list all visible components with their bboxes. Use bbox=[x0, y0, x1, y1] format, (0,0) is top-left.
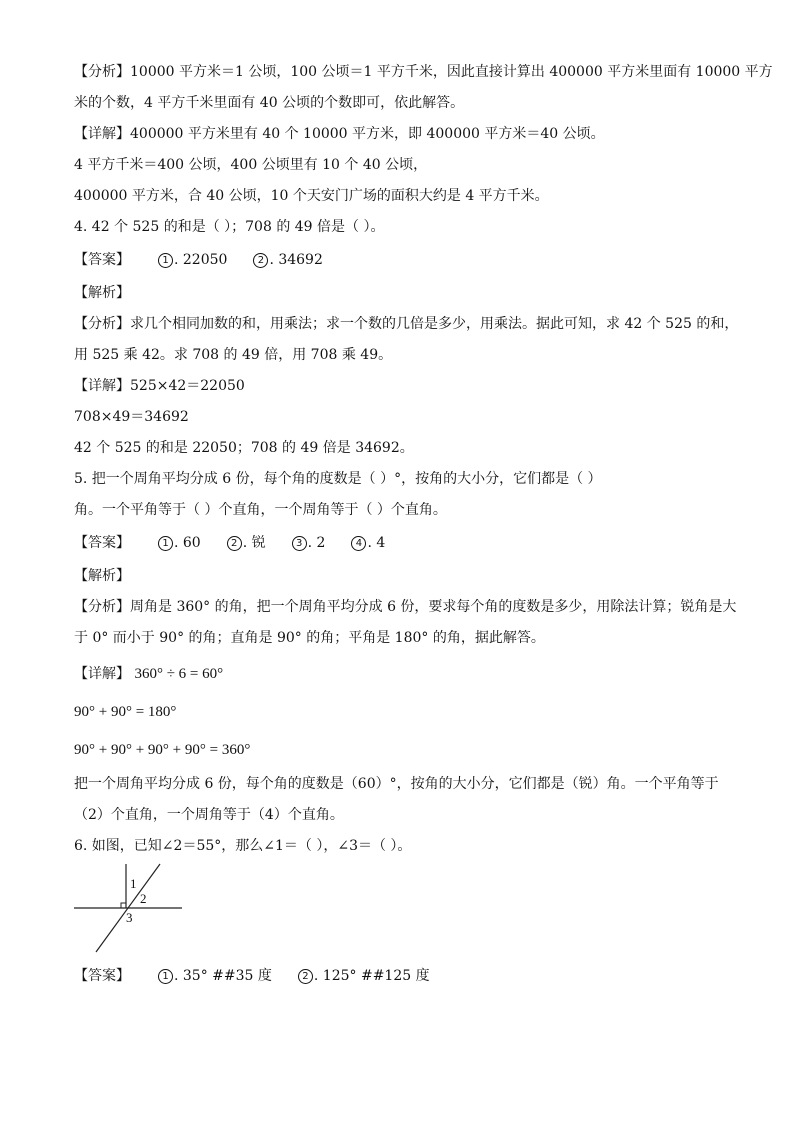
detail-label: 【详解】 bbox=[74, 666, 130, 682]
jiexi-label: 【解析】 bbox=[74, 285, 130, 301]
analysis-text: 用 525 乘 42。求 708 的 49 倍，用 708 乘 49。 bbox=[74, 347, 393, 363]
detail-text: 708×49＝34692 bbox=[74, 409, 189, 425]
formula: 90° + 90° = 180° bbox=[74, 704, 177, 720]
question-5: 5. 把一个周角平均分成 6 份，每个角的度数是（ ）°，按角的大小分，它们都是（ ） bbox=[74, 471, 602, 487]
answer-value: . 2 bbox=[307, 535, 326, 551]
analysis-text: 【分析】10000 平方米＝1 公顷，100 公顷＝1 平方千米，因此直接计算出 400000 平方米里面有 10000 平方 bbox=[74, 64, 773, 80]
answer-value: . 60 bbox=[174, 535, 201, 551]
angle-label-2: 2 bbox=[140, 891, 147, 906]
answer-item bbox=[158, 966, 272, 986]
summary-text: 把一个周角平均分成 6 份，每个角的度数是（60）°，按角的大小分，它们都是（锐）角。一个平角等于 bbox=[74, 776, 719, 792]
question-5: 角。一个平角等于（ ）个直角，一个周角等于（ ）个直角。 bbox=[74, 502, 447, 518]
formula: 90° + 90° + 90° + 90° = 360° bbox=[74, 742, 251, 758]
circled-number: 2 bbox=[253, 253, 268, 268]
answer-row-q4 bbox=[74, 250, 734, 270]
circled-number: 4 bbox=[351, 536, 366, 551]
answer-item bbox=[253, 250, 322, 270]
summary-text: （2）个直角，一个周角等于（4）个直角。 bbox=[74, 807, 344, 823]
detail-text: 4 平方千米＝400 公顷，400 公顷里有 10 个 40 公顷， bbox=[74, 157, 428, 173]
answer-item bbox=[292, 533, 326, 553]
answer-item bbox=[351, 533, 385, 553]
answer-item bbox=[298, 966, 430, 986]
detail-text: 400000 平方米，合 40 公顷，10 个天安门广场的面积大约是 4 平方千米。 bbox=[74, 188, 549, 204]
formula bbox=[74, 702, 734, 722]
answer-tag: 【答案】 bbox=[74, 968, 130, 984]
analysis-text: 【分析】求几个相同加数的和，用乘法；求一个数的几倍是多少，用乘法。据此可知，求 42 个 525 的和， bbox=[74, 316, 739, 332]
circled-number: 1 bbox=[158, 536, 173, 551]
answer-item bbox=[158, 533, 201, 553]
answer-value: . 125° ##125 度 bbox=[313, 968, 430, 984]
answer-row-q5 bbox=[74, 533, 734, 553]
circled-number: 1 bbox=[158, 253, 173, 268]
answer-item bbox=[158, 250, 227, 270]
formula bbox=[74, 740, 734, 760]
question-6: 6. 如图，已知∠2＝55°，那么∠1＝（ ），∠3＝（ ）。 bbox=[74, 838, 412, 854]
angle-figure bbox=[74, 862, 194, 954]
circled-number: 1 bbox=[158, 969, 173, 984]
detail-text: 【详解】525×42＝22050 bbox=[74, 378, 245, 394]
circled-number: 2 bbox=[227, 536, 242, 551]
answer-value: . 22050 bbox=[174, 252, 228, 268]
answer-row-q6 bbox=[74, 966, 734, 986]
answer-tag: 【答案】 bbox=[74, 252, 130, 268]
question-4: 4. 42 个 525 的和是（ ）；708 的 49 倍是（ ）。 bbox=[74, 219, 385, 235]
formula: 360° ÷ 6 = 60° bbox=[134, 666, 224, 682]
angle-label-1: 1 bbox=[130, 876, 137, 891]
analysis-text: 米的个数，4 平方千米里面有 40 公顷的个数即可，依此解答。 bbox=[74, 95, 465, 111]
detail-text: 42 个 525 的和是 22050；708 的 49 倍是 34692。 bbox=[74, 440, 414, 456]
document-page bbox=[74, 62, 773, 986]
circled-number: 2 bbox=[298, 969, 313, 984]
circled-number: 3 bbox=[292, 536, 307, 551]
analysis-text: 于 0° 而小于 90° 的角；直角是 90° 的角；平角是 180° 的角，据此解答。 bbox=[74, 630, 545, 646]
right-angle-mark bbox=[121, 903, 126, 908]
analysis-text: 【分析】周角是 360° 的角，把一个周角平均分成 6 份，要求每个角的度数是多少，用除法计算；锐角是大 bbox=[74, 599, 737, 615]
answer-value: . 34692 bbox=[269, 252, 323, 268]
detail-formula-row bbox=[74, 664, 734, 684]
answer-value: . 35° ##35 度 bbox=[174, 968, 272, 984]
angle-label-3: 3 bbox=[126, 910, 133, 925]
jiexi-label: 【解析】 bbox=[74, 568, 130, 584]
detail-text: 【详解】400000 平方米里有 40 个 10000 平方米，即 400000 平方米＝40 公顷。 bbox=[74, 126, 605, 142]
answer-tag: 【答案】 bbox=[74, 535, 130, 551]
answer-value: . 锐 bbox=[242, 535, 266, 551]
answer-value: . 4 bbox=[367, 535, 386, 551]
answer-item bbox=[227, 533, 266, 553]
